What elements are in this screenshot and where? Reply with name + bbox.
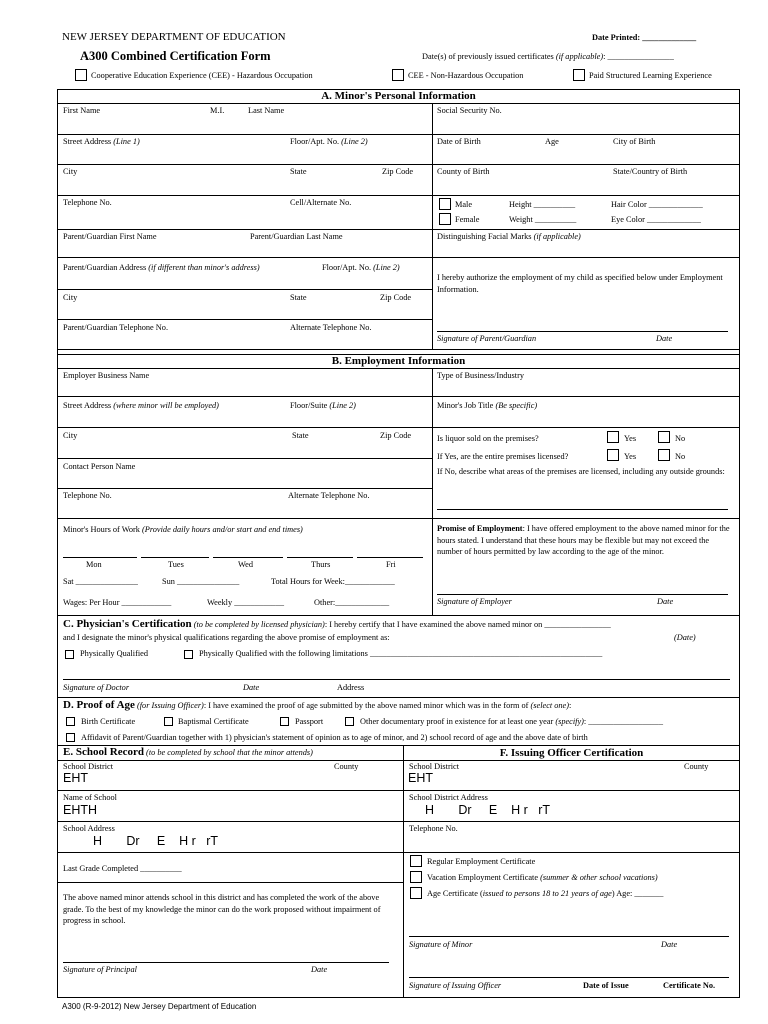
mi-label: M.I.	[210, 106, 225, 115]
promise-of-employment: Promise of Employment: I have offered employment to the above named minor for the hours stated. I understand that these hours may be flexible but may not exceed the number of hours permitted by law according to the age of the minor.	[437, 524, 730, 557]
floor-apt-label: Floor/Apt. No. (Line 2)	[290, 137, 368, 146]
employer-signature-label: Signature of Employer	[437, 597, 512, 606]
employer-zip-label: Zip Code	[380, 431, 412, 440]
female-label: Female	[455, 215, 480, 224]
school-county-label: County	[334, 762, 359, 771]
f-district-label: School District	[409, 762, 460, 771]
f-district-address-label: School District Address	[409, 793, 488, 802]
doctor-date-label: Date	[243, 683, 260, 692]
business-type-label: Type of Business/Industry	[437, 371, 524, 380]
liquor-question: Is liquor sold on the premises?	[437, 434, 539, 443]
city-label: City	[63, 167, 78, 176]
affidavit-checkbox[interactable]	[66, 733, 75, 742]
proof-of-age-line: D. Proof of Age (for Issuing Officer): I have examined the proof of age submitted by the above named minor which was in the form of (select one):	[63, 699, 572, 711]
employer-date-label: Date	[657, 597, 674, 606]
licensed-yes-checkbox[interactable]	[607, 449, 619, 461]
day-mon: Mon	[86, 560, 102, 569]
f-district-value[interactable]: EHT	[408, 771, 433, 785]
physician-designation-text: and I designate the minor's physical qualifications regarding the above promise of employment as:	[63, 633, 390, 642]
alt-telephone-label: Alternate Telephone No.	[290, 323, 372, 332]
hair-color-field[interactable]: Hair Color _____________	[611, 200, 703, 209]
employer-floor-label: Floor/Suite (Line 2)	[290, 401, 356, 410]
paid-learning-checkbox[interactable]	[573, 69, 585, 81]
last-name-label: Last Name	[248, 106, 285, 115]
pg-address-label: Parent/Guardian Address (if different than minor's address)	[63, 263, 260, 272]
form-footer: A300 (R-9-2012) New Jersey Department of Education	[62, 1002, 257, 1011]
vacation-cert-checkbox[interactable]	[410, 871, 422, 883]
parent-authorization-text: I hereby authorize the employment of my child as specified below under Employment Information.	[437, 273, 723, 294]
telephone-label: Telephone No.	[63, 198, 112, 207]
cee-hazardous-checkbox[interactable]	[75, 69, 87, 81]
contact-person-label: Contact Person Name	[63, 462, 136, 471]
date-printed[interactable]: Date Printed: _____________	[592, 33, 697, 42]
school-district-label: School District	[63, 762, 114, 771]
school-name-label: Name of School	[63, 793, 117, 802]
day-tues: Tues	[168, 560, 184, 569]
pg-last-name-label: Parent/Guardian Last Name	[250, 232, 343, 241]
pg-telephone-label: Parent/Guardian Telephone No.	[63, 323, 169, 332]
licensed-yes-label: Yes	[624, 452, 637, 461]
doctor-address-label: Address	[337, 683, 365, 692]
employer-name-label: Employer Business Name	[63, 371, 150, 380]
cee-non-hazardous-label: CEE - Non-Hazardous Occupation	[408, 71, 524, 80]
principal-date-label: Date	[311, 965, 328, 974]
cell-label: Cell/Alternate No.	[290, 198, 352, 207]
licensed-areas-text: If No, describe what areas of the premises are licensed, including any outside grounds:	[437, 467, 725, 476]
section-e-title: E. School Record (to be completed by school that the minor attends)	[63, 746, 313, 758]
f-county-label: County	[684, 762, 709, 771]
female-checkbox[interactable]	[439, 213, 451, 225]
sun-field[interactable]: Sun _______________	[162, 577, 240, 586]
other-proof-checkbox[interactable]	[345, 717, 354, 726]
school-district-value[interactable]: EHT	[63, 771, 88, 785]
city-of-birth-label: City of Birth	[613, 137, 656, 146]
baptismal-certificate-label: Baptismal Certificate	[178, 717, 249, 726]
baptismal-certificate-checkbox[interactable]	[164, 717, 173, 726]
liquor-yes-checkbox[interactable]	[607, 431, 619, 443]
day-fri: Fri	[386, 560, 396, 569]
eye-color-field[interactable]: Eye Color _____________	[611, 215, 701, 224]
liquor-yes-label: Yes	[624, 434, 637, 443]
age-label: Age	[545, 137, 559, 146]
licensed-no-label: No	[675, 452, 686, 461]
wage-per-hour-field[interactable]: Wages: Per Hour ____________	[63, 598, 172, 607]
physician-exam-date-label: (Date)	[674, 633, 696, 642]
section-a-title: A. Minor's Personal Information	[321, 90, 476, 102]
section-f-title: F. Issuing Officer Certification	[499, 747, 644, 759]
physically-qualified-label: Physically Qualified	[80, 649, 148, 658]
school-attendance-statement: The above named minor attends school in this district and has completed the work of the above grade. To the best of my knowledge the minor can do the work proposed without impairment of progress in school.	[63, 893, 381, 926]
parent-date-label: Date	[656, 334, 673, 343]
officer-signature-label: Signature of Issuing Officer	[409, 981, 502, 990]
job-title-label: Minor's Job Title (Be specific)	[437, 401, 538, 410]
day-wed: Wed	[238, 560, 253, 569]
parent-signature-label: Signature of Parent/Guardian	[437, 334, 537, 343]
employer-street-label: Street Address (where minor will be employed)	[63, 401, 219, 410]
school-address-value[interactable]: H Dr E H r rT	[93, 834, 218, 848]
physically-qualified-checkbox[interactable]	[65, 650, 74, 659]
height-field[interactable]: Height __________	[509, 200, 576, 209]
wage-other-field[interactable]: Other:_____________	[314, 598, 390, 607]
minor-date-label: Date	[661, 940, 678, 949]
first-name-label: First Name	[63, 106, 101, 115]
state-of-birth-label: State/Country of Birth	[613, 167, 688, 176]
f-telephone-label: Telephone No.	[409, 824, 458, 833]
age-cert-checkbox[interactable]	[410, 887, 422, 899]
male-checkbox[interactable]	[439, 198, 451, 210]
pg-floor-label: Floor/Apt. No. (Line 2)	[322, 263, 400, 272]
birth-certificate-label: Birth Certificate	[81, 717, 136, 726]
doctor-signature-label: Signature of Doctor	[63, 683, 130, 692]
day-thurs: Thurs	[311, 560, 331, 569]
licensed-question: If Yes, are the entire premises licensed?	[437, 452, 569, 461]
sat-field[interactable]: Sat _______________	[63, 577, 138, 586]
street-address-label: Street Address (Line 1)	[63, 137, 140, 146]
school-name-value[interactable]: EHTH	[63, 803, 98, 817]
liquor-no-checkbox[interactable]	[658, 431, 670, 443]
principal-signature-label: Signature of Principal	[63, 965, 137, 974]
employer-city-label: City	[63, 431, 78, 440]
agency-name: NEW JERSEY DEPARTMENT OF EDUCATION	[62, 31, 286, 43]
employer-telephone-label: Telephone No.	[63, 491, 112, 500]
qualified-limitations-label: Physically Qualified with the following limitations ________________________________________________________	[199, 649, 603, 658]
passport-checkbox[interactable]	[280, 717, 289, 726]
section-b-title: B. Employment Information	[331, 355, 466, 367]
previous-dates[interactable]: Date(s) of previously issued certificates (if applicable): ________________	[422, 52, 674, 61]
hours-of-work-label: Minor's Hours of Work (Provide daily hours and/or start and end times)	[63, 525, 303, 534]
school-address-label: School Address	[63, 824, 115, 833]
birth-certificate-checkbox[interactable]	[66, 717, 75, 726]
employer-state-label: State	[292, 431, 309, 440]
physician-certification-line: C. Physician's Certification (to be completed by licensed physician): I hereby certify that I have examined the above named minor on ________________	[63, 618, 611, 630]
pg-first-name-label: Parent/Guardian First Name	[63, 232, 157, 241]
liquor-no-label: No	[675, 434, 686, 443]
minor-signature-label: Signature of Minor	[409, 940, 473, 949]
county-of-birth-label: County of Birth	[437, 167, 490, 176]
regular-cert-label: Regular Employment Certificate	[427, 857, 536, 866]
affidavit-label: Affidavit of Parent/Guardian together with 1) physician's statement of opinion as to age of minor, and 2) school record of age and the above date of birth	[81, 733, 588, 742]
facial-marks-label: Distinguishing Facial Marks (if applicable)	[437, 232, 581, 241]
employer-alt-telephone-label: Alternate Telephone No.	[288, 491, 370, 500]
weight-field[interactable]: Weight __________	[509, 215, 577, 224]
cee-non-hazardous-checkbox[interactable]	[392, 69, 404, 81]
licensed-no-checkbox[interactable]	[658, 449, 670, 461]
form-title: A300 Combined Certification Form	[80, 49, 271, 63]
zip-label: Zip Code	[382, 167, 414, 176]
other-proof-label: Other documentary proof in existence for at least one year (specify): __________________	[360, 717, 663, 726]
regular-cert-checkbox[interactable]	[410, 855, 422, 867]
state-label: State	[290, 167, 307, 176]
pg-zip-label: Zip Code	[380, 293, 412, 302]
dob-label: Date of Birth	[437, 137, 481, 146]
wage-weekly-field[interactable]: Weekly ____________	[207, 598, 284, 607]
vacation-cert-label: Vacation Employment Certificate (summer & other school vacations)	[427, 873, 658, 882]
certificate-no-label: Certificate No.	[663, 981, 716, 990]
f-district-address-value[interactable]: H Dr E H r rT	[425, 803, 550, 817]
pg-city-label: City	[63, 293, 78, 302]
passport-label: Passport	[295, 717, 324, 726]
ssn-label: Social Security No.	[437, 106, 502, 115]
qualified-limitations-checkbox[interactable]	[184, 650, 193, 659]
paid-learning-label: Paid Structured Learning Experience	[589, 71, 712, 80]
male-label: Male	[455, 200, 473, 209]
cee-hazardous-label: Cooperative Education Experience (CEE) - Hazardous Occupation	[91, 71, 313, 80]
total-hours-field[interactable]: Total Hours for Week:____________	[271, 577, 395, 586]
date-of-issue-label: Date of Issue	[583, 981, 629, 990]
last-grade-field[interactable]: Last Grade Completed __________	[63, 864, 182, 873]
pg-state-label: State	[290, 293, 307, 302]
age-cert-label: Age Certificate (issued to persons 18 to 21 years of age) Age: _______	[427, 889, 664, 898]
